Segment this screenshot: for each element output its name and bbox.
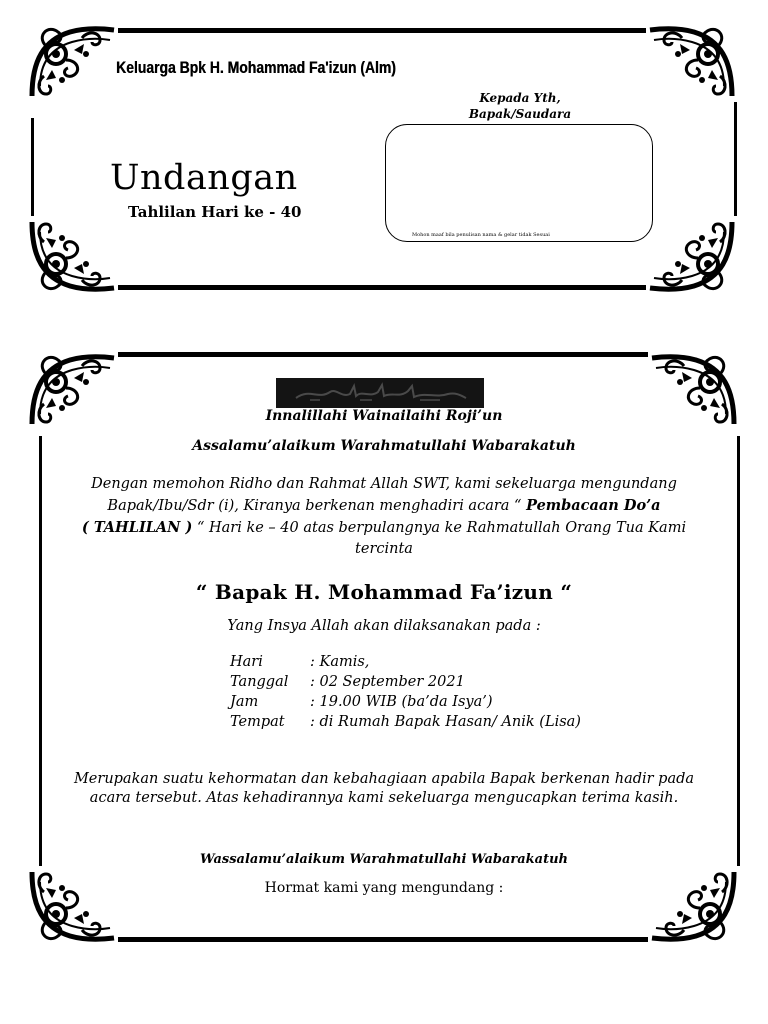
signoff-line: Hormat kami yang mengundang : (264, 880, 504, 896)
honoree-name: “ Bapak H. Mohammad Fa’izun “ (195, 580, 573, 604)
body-text-a: Dengan memohon Ridho dan Rahmat Allah SWT, kami sekeluarga mengundang Bapak/Ibu/Sdr (i), Kiranya berkenan menghadiri acara “ (91, 476, 677, 514)
invitation-body (60, 474, 708, 560)
event-details (230, 652, 581, 732)
corner-ornament-icon (646, 216, 738, 298)
body-bold-doa: Pembacaan Do’a (526, 497, 661, 514)
corner-ornament-icon (646, 20, 738, 102)
envelope-card (0, 0, 768, 310)
invitation-border-bottom (80, 937, 680, 942)
detail-value: : 19.00 WIB (ba’da Isya’) (310, 694, 493, 710)
detail-row-date (230, 672, 581, 692)
detail-value: : di Rumah Bapak Hasan/ Anik (Lisa) (310, 714, 581, 730)
envelope-title: Undangan (110, 158, 298, 198)
detail-value: : 02 September 2021 (310, 674, 465, 690)
recipient-line-1: Kepada Yth, (479, 91, 561, 105)
invitation-border-top (80, 352, 680, 357)
detail-row-time (230, 692, 581, 712)
envelope-border-bottom (80, 285, 680, 290)
detail-value: : Kamis, (310, 654, 370, 670)
family-name: Keluarga Bpk H. Mohammad Fa'izun (Alm) (116, 58, 396, 77)
detail-row-place (230, 712, 581, 732)
detail-label: Jam (230, 694, 259, 710)
detail-label: Tempat (230, 714, 285, 730)
body-bold-tahlilan: ( TAHLILAN ) (81, 519, 193, 536)
farewell-salam: Wassalamu’alaikum Warahmatullahi Wabarakatuh (200, 852, 568, 867)
greeting-salam: Assalamu’alaikum Warahmatullahi Wabarakatuh (192, 438, 576, 454)
address-box (385, 124, 653, 242)
detail-label: Hari (230, 654, 263, 670)
envelope-subtitle: Tahlilan Hari ke - 40 (128, 203, 302, 221)
invitation-border-right (737, 436, 740, 866)
corner-ornament-icon (26, 866, 118, 948)
invitation-border-left (39, 436, 42, 866)
detail-row-day (230, 652, 581, 672)
address-note: Mohon maaf bila penulisan nama & gelar tidak Sesuai (412, 232, 550, 238)
corner-ornament-icon (26, 216, 118, 298)
basmalah-calligraphy-icon (276, 378, 484, 408)
envelope-border-left (31, 118, 34, 226)
greeting-innalillahi: Innalillahi Wainailaihi Roji’un (265, 408, 503, 424)
envelope-border-top (80, 28, 680, 33)
corner-ornament-icon (648, 866, 740, 948)
closing-paragraph: Merupakan suatu kehormatan dan kebahagiaan apabila Bapak berkenan hadir pada acara tersebut. Atas kehadirannya kami sekeluarga mengucapkan terima kasih. (73, 771, 695, 806)
detail-label: Tanggal (230, 674, 289, 690)
recipient-line-2: Bapak/Saudara (468, 107, 572, 121)
body-text-b: “ Hari ke – 40 atas berpulangnya ke Rahmatullah Orang Tua Kami tercinta (192, 520, 687, 557)
invitation-card (0, 340, 768, 960)
recipient-heading (420, 90, 620, 122)
schedule-intro: Yang Insya Allah akan dilaksanakan pada : (227, 618, 541, 634)
corner-ornament-icon (26, 20, 118, 102)
